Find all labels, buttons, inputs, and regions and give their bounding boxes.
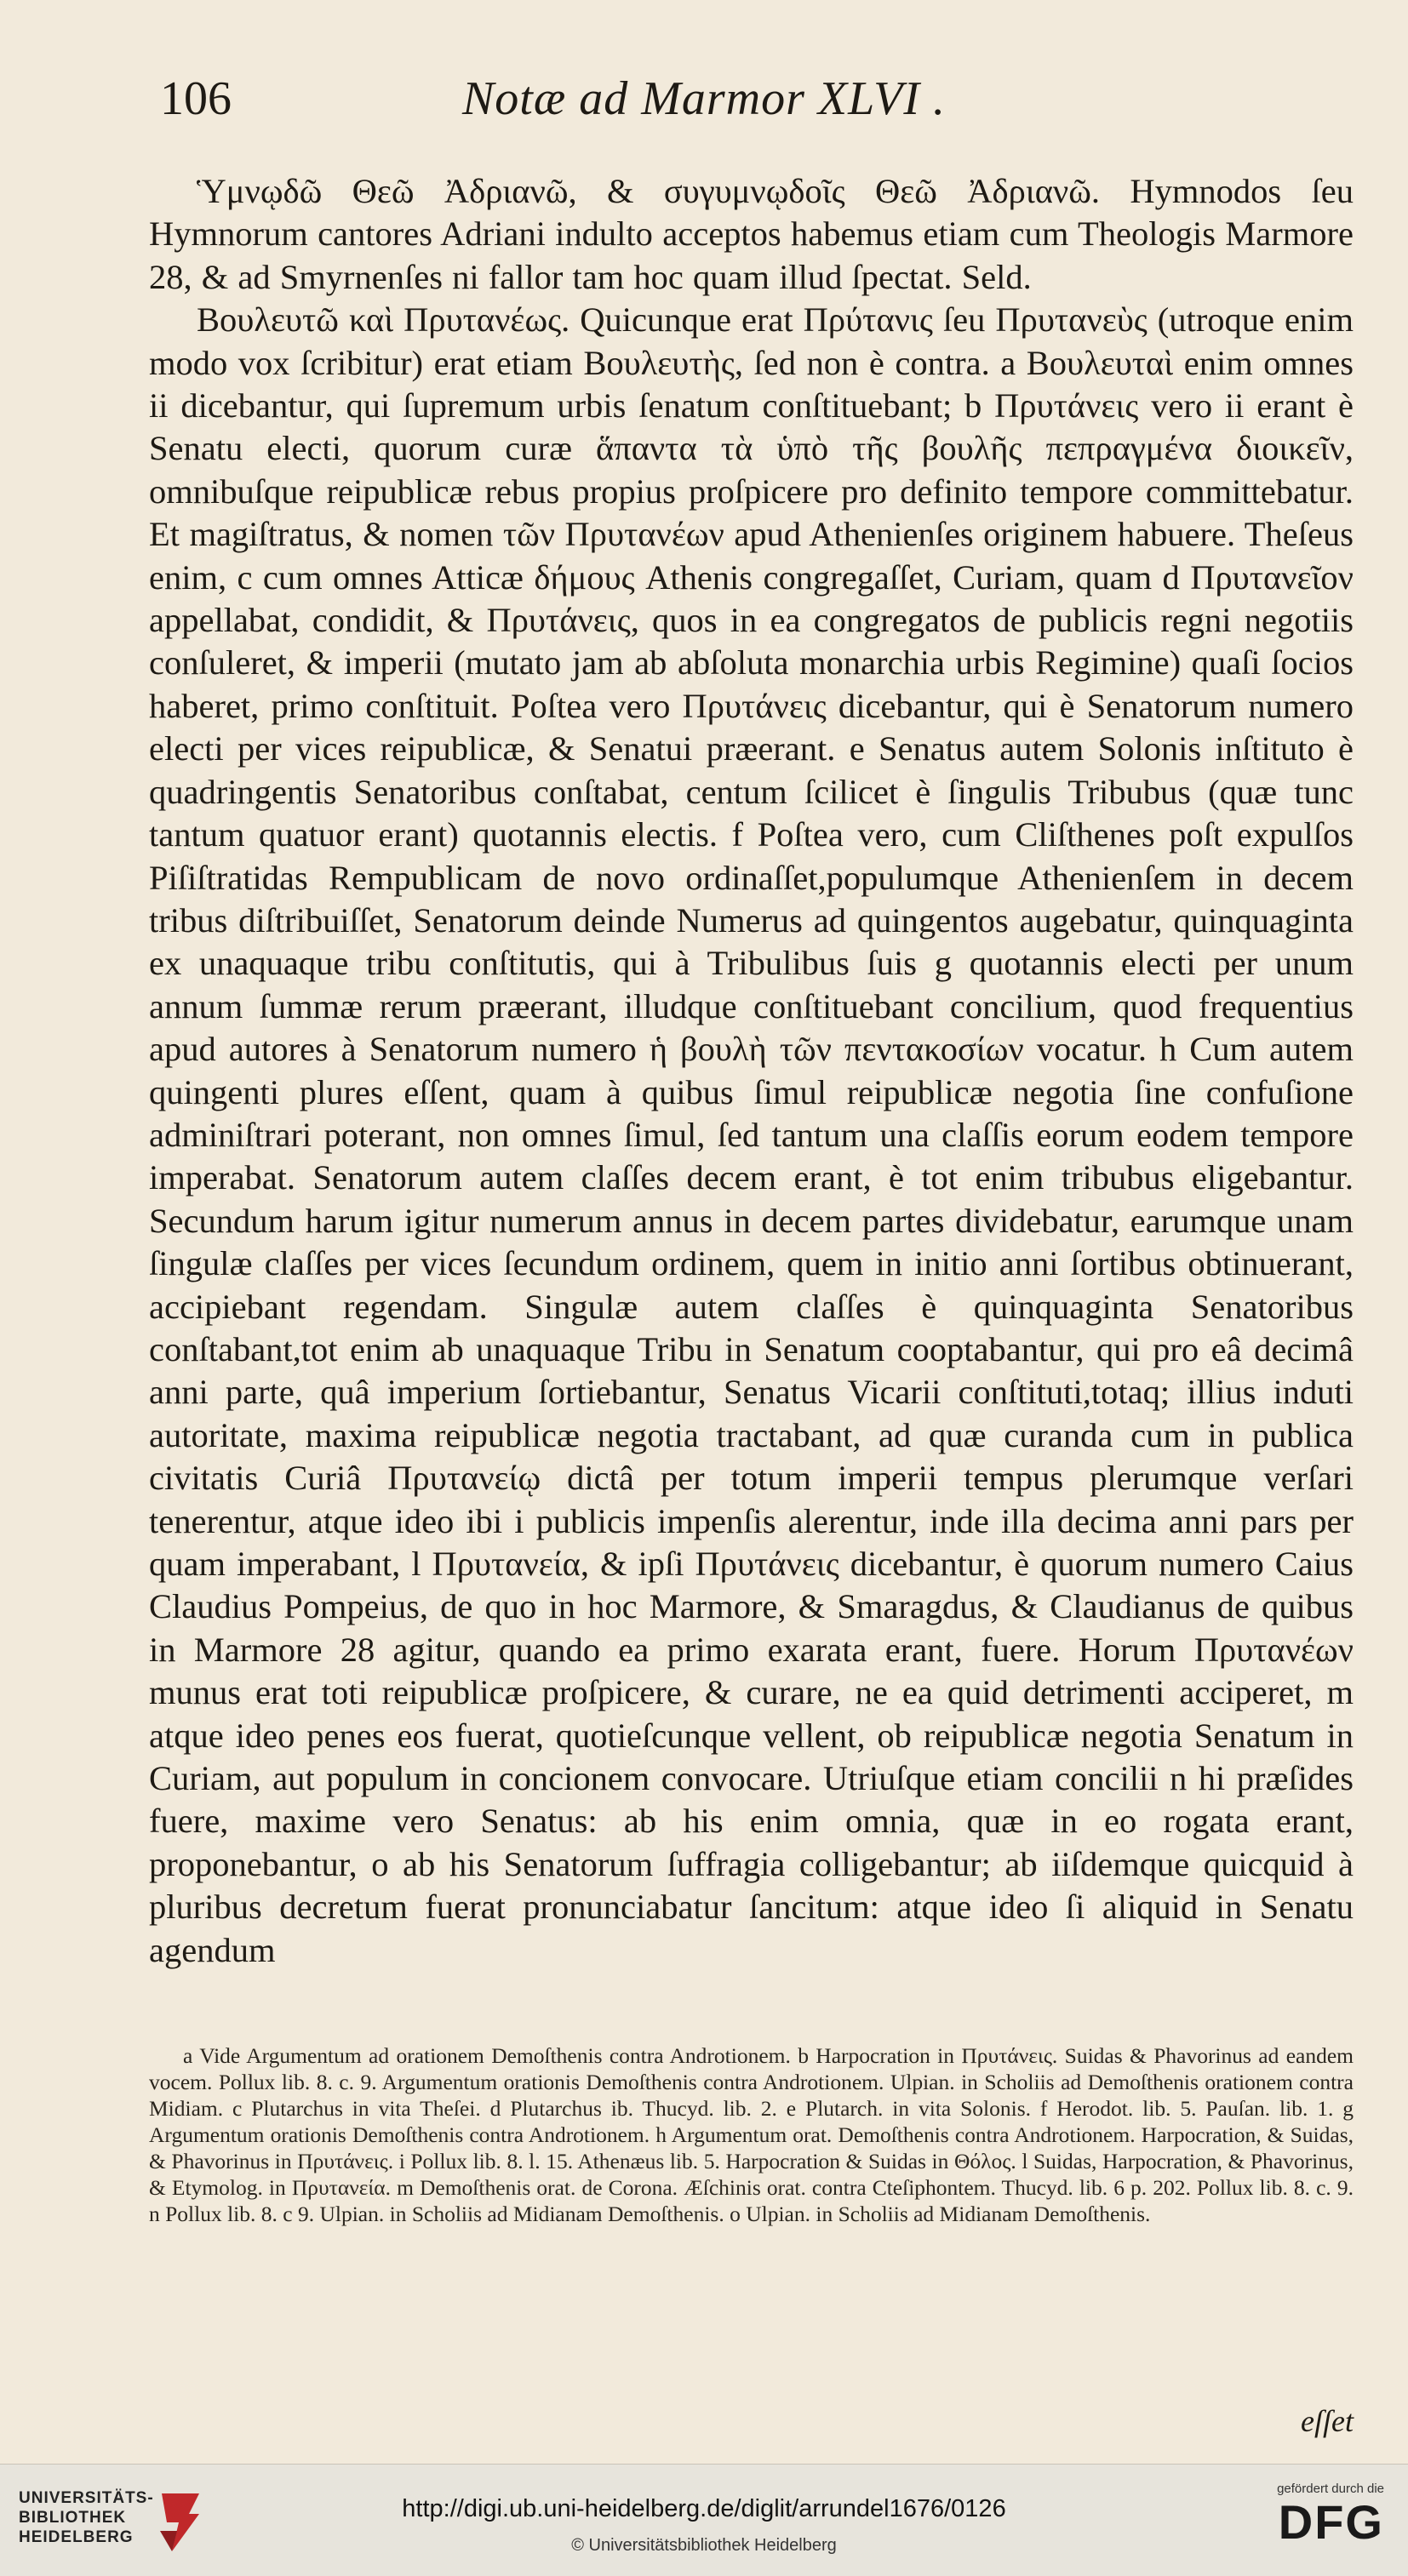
- paragraph-hymnodos: Ὑμνῳδῶ Θεῶ Ἀδριανῶ, & συγυμνῳδοῖς Θεῶ Ἀδριανῶ. Hymnodos ſeu Hymnorum cantores Adriani indulto acceptos habemus etiam cum Theologis Marmore 28, & ad Smyrnenſes ni fallor tam hoc quam illud ſpectat. Seld.: [149, 172, 1354, 296]
- dfg-wordmark: DFG: [1278, 2495, 1384, 2549]
- library-name-line-2: BIBLIOTHEK: [19, 2509, 127, 2527]
- dfg-logo[interactable]: [1256, 2482, 1384, 2560]
- page-number: 106: [160, 72, 232, 125]
- body-text: [149, 170, 1354, 1972]
- funding-note: gefördert durch die: [1277, 2482, 1384, 2496]
- paragraph-prytaneis: Βουλευτῶ καὶ Πρυτανέως. Quicunque erat Πρύτανις ſeu Πρυτανεὺς (utroque enim modo vox ſcribitur) erat etiam Βουλευτὴς, ſed non è contra. a Βουλευταὶ enim omnes ii dicebantur, qui ſupremum urbis ſenatum conſtituebant; b Πρυτάνεις vero ii erant è Senatu electi, quorum curæ ἅπαντα τὰ ὑπὸ τῆς βουλῆς πεπραγμένα διοικεῖν, omnibuſque reipublicæ rebus propius proſpicere pro definito tempore committebatur. Et magiſtratus, & nomen τῶν Πρυτανέων apud Athenienſes originem habuere. Theſeus enim, c cum omnes Atticæ δήμους Athenis congregaſſet, Curiam, quam d Πρυτανεῖον appellabat, condidit, & Πρυτάνεις, quos in ea congregatos de publicis regni negotiis conſuleret, & imperii (mutato jam ab abſoluta monarchia urbis Regimine) quaſi ſocios haberet, primo conſtituit. Poſtea vero Πρυτάνεις dicebantur, qui è Senatorum numero electi per vices reipublicæ, & Senatui præerant. e Senatus autem Solonis inſtituto è quadringentis Senatoribus conſtabat, centum ſcilicet è ſingulis Tribubus (quæ tunc tantum quatuor erant) quotannis electis. f Poſtea vero, cum Cliſthenes poſt expulſos Piſiſtratidas Rempublicam de novo ordinaſſet,populumque Athenienſem in decem tribus diſtribuiſſet, Senatorum deinde Numerus ad quingentos augebatur, quinquaginta ex unaquaque tribu conſtitutis, qui à Tribulibus ſuis g quotannis electi per unum annum ſummæ rerum præerant, illudque conſtituebant concilium, quod frequentius apud autores à Senatorum numero ἡ βουλὴ τῶν πεντακοσίων vocatur. h Cum autem quingenti plures eſſent, quam à quibus ſimul reipublicæ negotia ſine confuſione adminiſtrari poterant, non omnes ſimul, ſed tantum una claſſis eorum eodem tempore imperabat. Senatorum autem claſſes decem erant, è tot enim tribubus eligebantur. Secundum harum igitur numerum annus in decem partes dividebatur, earumque unam ſingulæ claſſes per vices ſecundum ordinem, quem in initio anni ſortibus obtinuerant, accipiebant regendam. Singulæ autem claſſes è quinquaginta Senatoribus conſtabant,tot enim ab unaquaque Tribu in Senatum cooptabantur, qui pro eâ decimâ anni parte, quâ imperium ſortiebantur, Senatus Vicarii conſtituti,totaq; illius induti autoritate, maxima reipublicæ negotia tractabant, ad quæ curanda cum in publica civitatis Curiâ Πρυτανείῳ dictâ per totum imperii tempus plerumque verſari tenerentur, atque ideo ibi i publicis impenſis alerentur, inde illa decima anni pars per quam imperabant, l Πρυτανεία, & ipſi Πρυτάνεις dicebantur, è quorum numero Caius Claudius Pompeius, de quo in hoc Marmore, & Smaragdus, & Claudianus de quibus in Marmore 28 agitur, quando ea primo exarata erant, fuere. Horum Πρυτανέων munus erat toti reipublicæ proſpicere, & curare, ne ea quid detrimenti acciperet, m atque ideo penes eos fuerat, quotieſcunque vellent, ob reipublicæ negotia Senatum in Curiam, aut populum in concionem convocare. Utriuſque etiam concilii n hi præſides fuere, maxime vero Senatus: ab his enim omnia, quæ in eo rogata erant, proponebantur, o ab his Senatorum ſuffragia colligebantur; ab iiſdemque quicquid à pluribus decretum fuerat pronunciabatur ſancitum: atque ideo ſi aliquid in Senatu agendum: [149, 300, 1354, 1969]
- footnotes: [149, 2042, 1354, 2227]
- catchword: eſſet: [1301, 2404, 1354, 2438]
- footnote-block: a Vide Argumentum ad orationem Demoſthenis contra Androtionem. b Harpocration in Πρυτάνεις. Suidas & Phavorinus ad eandem vocem. Pollux lib. 8. c. 9. Argumentum orationis Demoſthenis contra Androtionem. Ulpian. in Scholiis ad Demoſthenis orationem contra Midiam. c Plutarchus in vita Theſei. d Plutarchus ib. Thucyd. lib. 2. e Plutarch. in vita Solonis. f Herodot. lib. 5. Pauſan. lib. 1. g Argumentum orationis Demoſthenis contra Androtionem. h Argumentum orat. Demoſthenis contra Androtionem. Harpocration, & Suidas, & Phavorinus in Πρυτάνεις. i Pollux lib. 8. l. 15. Athenæus lib. 5. Harpocration & Suidas in Θόλος. l Suidas, Harpocration, & Phavorinus, & Etymolog. in Πρυτανεία. m Demoſthenis orat. de Corona. Æſchinis orat. contra Cteſiphontem. Thucyd. lib. 6 p. 202. Pollux lib. 8. c. 9. n Pollux lib. 8. c 9. Ulpian. in Scholiis ad Midianam Demoſthenis. o Ulpian. in Scholiis ad Midianam Demoſthenis.: [149, 2043, 1354, 2226]
- copyright-notice: © Universitätsbibliothek Heidelberg: [571, 2536, 837, 2555]
- running-head: Notæ ad Marmor XLVI .: [461, 72, 947, 125]
- library-name-line-3: HEIDELBERG: [19, 2528, 134, 2546]
- viewer-footer: [0, 2464, 1408, 2576]
- permalink-url[interactable]: http://digi.ub.uni-heidelberg.de/diglit/arrundel1676/0126: [402, 2495, 1006, 2522]
- library-name-line-1: UNIVERSITÄTS-: [19, 2489, 154, 2507]
